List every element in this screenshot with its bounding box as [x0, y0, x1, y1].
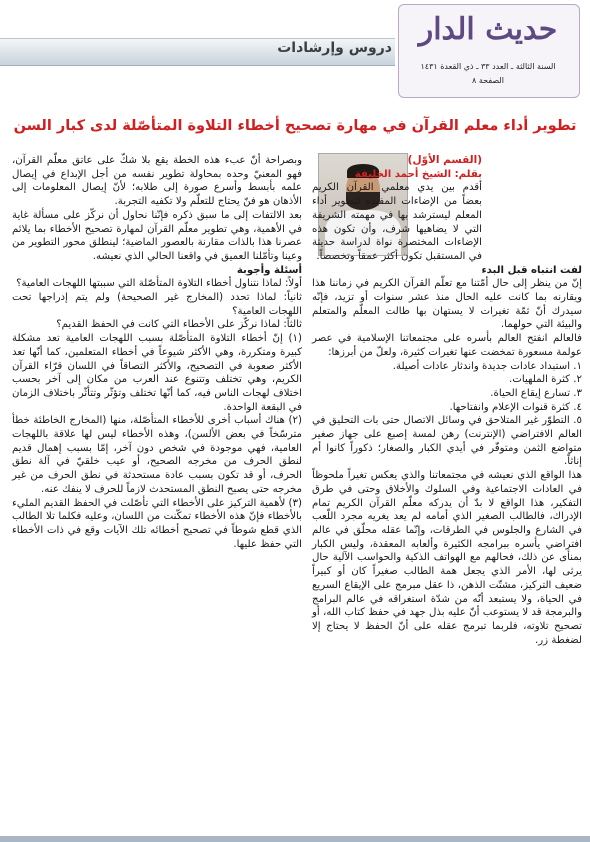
article-title: تطوير أداء معلم القرآن في مهارة تصحيح أخطاء التلاوة المتأصّلة لدى كبار السن	[13, 118, 577, 134]
paragraph: فالعالم انفتح العالم بأسره على مجتمعاتنا الإسلامية في عصر عولمة مسعورة تمخضت عنها تغيرات كثيرة، ولعلّ من أبرزها:	[312, 333, 582, 358]
subheading: لفت انتباه قبل البدء	[481, 264, 582, 276]
answer-paragraph: (٢) هناك أسباب أخرى للأخطاء المتأصّلة، منها (المخارج الخاطئة خطأ مترسّخاً في بعض الألسن)، وهذه الأخطاء ليس لها علاقة باللهجات العامية، فهي موجودة في شخص دون آخر، إمّا بسبب إهمال قديم لنطق الحرف من مخرجه الصحيح، أو عيب خلقيّ في آلة نطق الحرف، أو قد تكون بسبب عادة مستحدثة في نطق الحرف من غير مخرجه حتى يصبح النطق المستحدث لازماً للحرف لا ينفك عنه.	[12, 415, 302, 495]
paragraph: بعد الالتفات إلى ما سبق ذكره فإنّنا نحاول أن نركّز على مسألة غاية في الأهمية، وهي تطوير معلّم القرآن لمهارة تصحيح الأخطاء بما يلائم عصرنا هذا بالذات مقارنة بالعصور الماضية؛ لينطلق محور التطوير من وعينا وتأمّلنا العميق في واقعنا الحالي الذي نعيشه.	[12, 209, 302, 262]
magazine-logo: حديث الدار	[418, 12, 558, 47]
list-item: ٣. تسارع إيقاع الحياة.	[490, 387, 582, 399]
issue-info: السنة الثالثة ـ العدد ٣٣ ـ ذي القعدة ١٤٣١	[420, 62, 556, 71]
list-item: ٥. التطوّر غير المتلاحق في وسائل الاتصال حتى بات التحليق في العالم الافتراضي (الإنترنت) رهن لمسة إصبع على جهاز صغير متواضع الثمن ومتوفّر في أيدي الكبار والصغار؛ ذكوراً كانوا أم إناثاً.	[312, 415, 582, 468]
section-title: دروس وإرشادات	[277, 40, 392, 56]
list-item: ٤. كثرة قنوات الإعلام وانفتاحها.	[449, 401, 582, 413]
paragraph: وبصراحة أنّ عبء هذه الخطة يقع بلا شكّ على عاتق معلّم القرآن، فهو المعنيّ وحده بمحاولة تطوير نفسه من أجل الإبداع في إيصال علمه بأبسط وأسرع صورة إلى طلابه؛ لأنّ إيصال المعلومات إلى الأذهان هو فنّ يحتاج للتعلّم ولا تكفيه التجربة.	[12, 155, 302, 208]
answer-paragraph: (١) إنّ أخطاء التلاوة المتأصّلة بسبب اللهجات العامية تعد مشكلة كبيرة ومتكررة، وهي الأكثر شيوعاً في أخطاء المتعلمين، كما أنّها تعد الأكثر صعوبة في التصحيح، والأكثر التصاقاً في اللسان قرّاء القرآن الكريم، وهي تختلف وتتنوع عند العرب من مكان إلى آخر بحسب اختلاف لهجات الناس فيه، كما أنّها تختلف وتؤثّر وتتأثّر باختلاف الزمان في البقعة الواحدة.	[12, 333, 302, 413]
question: ثالثاً: لماذا نركّز على الأخطاء التي كانت في الحفظ القديم؟	[56, 319, 302, 331]
paragraph: إنّ من ينظر إلى حال أمّتنا مع تعلّم القرآن الكريم في زماننا هذا ويقارنه بما كانت عليه الحال منذ عشر سنوات أو تزيد، فإنّه سيدرك أنّ ثمّة تغيرات لا يستهان بها طالت المعلّم والمتعلم والبيئة التي حولهما.	[312, 278, 582, 331]
page-number: الصفحة ٨	[472, 76, 504, 85]
question: ثانياً: لماذا تحدد (المخارج غير الصحيحة) ولم يتم إدراجها تحت اللهجات العامية؟	[12, 292, 302, 317]
left-column	[12, 154, 302, 551]
article-author: بقلم: الشيخ أحمد الخليفة	[354, 168, 482, 180]
article-part: (القسم الأوّل)	[407, 154, 482, 166]
paragraph: هذا الواقع الذي نعيشه في مجتمعاتنا والذي يعكس تغيراً ملحوظاً في العادات الاجتماعية وفي السلوك والأخلاق وحتى في طرق التفكير، هذا الواقع لا بدّ أن يدركه معلّم القرآن الكريم تمام الإدراك، فالطالب الصغير الذي أمامه لم يعد يغريه مجرد اللّعب في الشارع والجلوس في الطرقات، وإنّما عقله محلّق في عالم افتراضي يأسره ببرامجه الكثيرة وألعابه المعقدة، وليس الكبار بمنأى عن ذلك، فحالهم مع الهواتف الذكية والحواسب الآلية حال يرثى لها، الأمر الذي يجعل همة الطالب صغيراً كان أو كبيراً ضعيف التركيز، مشتّت الذهن، ذا عقل مبرمج على الإيقاع السريع في الحياة، ولا يستبعد أنّه من شدّة استغراقه في عالم البرامج والبرمجة قد لا يستوعب أنّ عليه بذل جهد في حفظ كتاب الله، أو تصحيح تلاوته، فلربما تبرمج عقله على أنّ الحفظ لا يحتاج إلا لضغطة زر.	[312, 470, 582, 646]
answer-paragraph: (٣) لأهمية التركيز على الأخطاء التي تأصّلت في الحفظ القديم المليء بالأخطاء فإنّ هذه الأخطاء تمكّنت من اللسان، وعليه فكلما تلا الطالب الذي قطع شوطاً في تصحيح أخطائه تلك الآيات وقع في ذات الأخطاء التي حفظ عليها.	[12, 497, 302, 550]
list-item: ١. استبداد عادات جديدة واندثار عادات أصيلة.	[392, 360, 582, 372]
paragraph: أقدم بين يدي معلمي القرآن الكريم بعضاً من الإضاءات المفيدة لتطوير أداء المعلم ليسترشد بها في مهمته الشريفة التي لا يضاهيها شرف، وأن تكون هذه الإضاءات المختصرة نواة لدراسة حديثة في المستقبل تكون أكثر عمقاً وتخصصاً.	[312, 182, 482, 262]
page-header	[0, 0, 590, 100]
right-column	[312, 154, 582, 647]
subheading: أسئلة وأجوبة	[236, 264, 302, 276]
list-item: ٢. كثرة الملهيات.	[509, 374, 582, 386]
footer-bar	[0, 836, 590, 842]
question: أولاً: لماذا نتناول أخطاء التلاوة المتأصّلة التي سببتها اللهجات العامية؟	[16, 278, 302, 290]
